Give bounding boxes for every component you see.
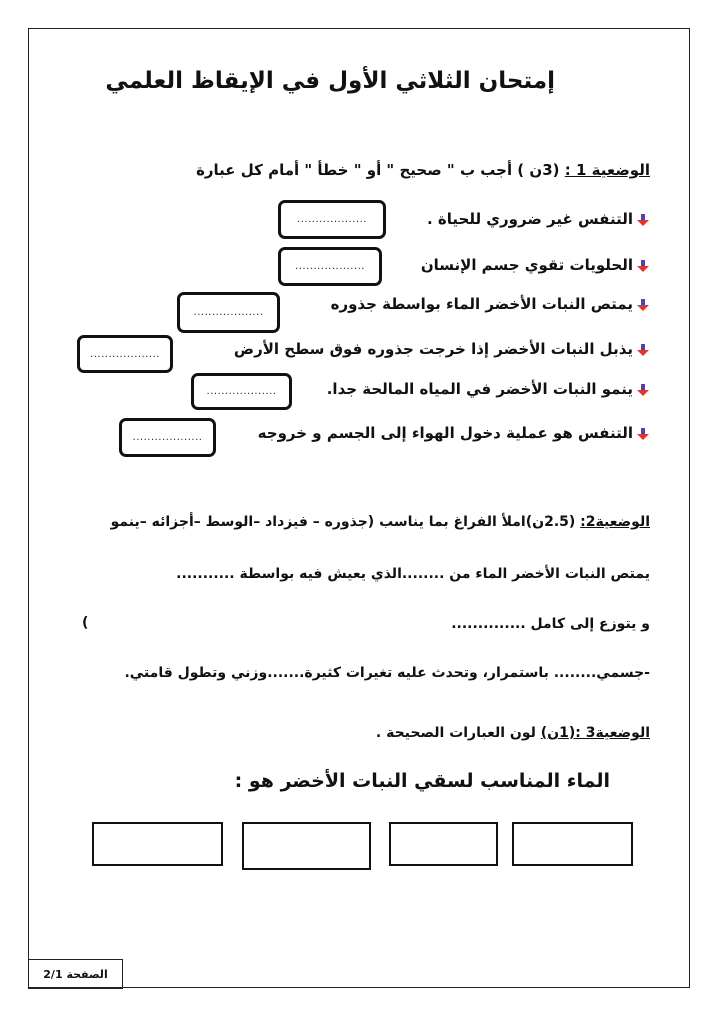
statement-3 xyxy=(331,295,650,313)
arrow-bullet-icon xyxy=(636,213,650,227)
page-label: الصفحة xyxy=(66,967,108,981)
page-number: 2/1 xyxy=(43,967,63,981)
arrow-bullet-icon xyxy=(636,343,650,357)
section-1-heading: الوضعية 1 : xyxy=(564,161,650,179)
section-3-instruction: لون العبارات الصحيحة . xyxy=(375,725,536,741)
section-2-heading: الوضعية2: xyxy=(580,514,650,530)
answer-box-1[interactable]: ................... xyxy=(278,200,386,239)
arrow-bullet-icon xyxy=(636,298,650,312)
fill-line-2-paren: ) xyxy=(82,615,89,631)
statement-4-text: يذبل النبات الأخضر إذا خرجت جذوره فوق سطح الأرض xyxy=(233,340,633,358)
choice-box-4[interactable] xyxy=(92,822,223,866)
choice-box-3[interactable] xyxy=(242,822,371,870)
arrow-bullet-icon xyxy=(636,259,650,273)
section-2-instruction: (2.5ن)املأ الفراغ بما يناسب (جذوره – فيزداد –الوسط –أجزائه –ينمو xyxy=(110,514,576,530)
statement-6 xyxy=(258,424,650,442)
statement-1 xyxy=(427,210,650,228)
answer-box-2[interactable]: ................... xyxy=(278,247,382,286)
fill-line-2: و يتوزع إلى كامل .............. xyxy=(451,616,650,632)
page-title: إمتحان الثلاثي الأول في الإيقاظ العلمي xyxy=(105,68,555,94)
arrow-bullet-icon xyxy=(636,427,650,441)
answer-box-4[interactable]: ................... xyxy=(77,335,173,373)
section-3-points: (1ن) xyxy=(540,725,576,741)
choice-box-1[interactable] xyxy=(512,822,633,866)
fill-line-3: -جسمي........ باستمرار، وتحدث عليه تغيرات كثيرة.......وزني وتطول قامتي. xyxy=(124,665,650,681)
section-3-heading: الوضعية3 : xyxy=(575,725,650,741)
section-2-heading-line xyxy=(111,514,650,530)
statement-2-text: الحلويات تقوي جسم الإنسان xyxy=(420,256,633,274)
section-1-heading-line xyxy=(196,161,650,179)
answer-box-5[interactable]: ................... xyxy=(191,373,292,410)
answer-box-6[interactable]: ................... xyxy=(119,418,216,457)
answer-box-3[interactable]: ................... xyxy=(177,292,280,333)
statement-4 xyxy=(234,340,650,358)
section-3-question: الماء المناسب لسقي النبات الأخضر هو : xyxy=(234,770,610,792)
section-3-heading-line xyxy=(376,725,650,741)
statement-3-text: يمتص النبات الأخضر الماء بواسطة جذوره xyxy=(330,295,633,313)
choice-box-2[interactable] xyxy=(389,822,498,866)
statement-5 xyxy=(327,380,650,398)
statement-5-text: ينمو النبات الأخضر في المياه المالحة جدا. xyxy=(326,380,633,398)
page-number-box xyxy=(28,959,123,989)
statement-1-text: التنفس غير ضروري للحياة . xyxy=(426,210,633,228)
section-1-instruction: (3ن ) أجب ب " صحيح " أو " خطأ " أمام كل عبارة xyxy=(196,161,560,179)
fill-line-1: يمتص النبات الأخضر الماء من ........الذي يعيش فيه بواسطة ........... xyxy=(176,566,650,582)
arrow-bullet-icon xyxy=(636,383,650,397)
statement-2 xyxy=(421,256,650,274)
statement-6-text: التنفس هو عملية دخول الهواء إلى الجسم و خروجه xyxy=(257,424,633,442)
